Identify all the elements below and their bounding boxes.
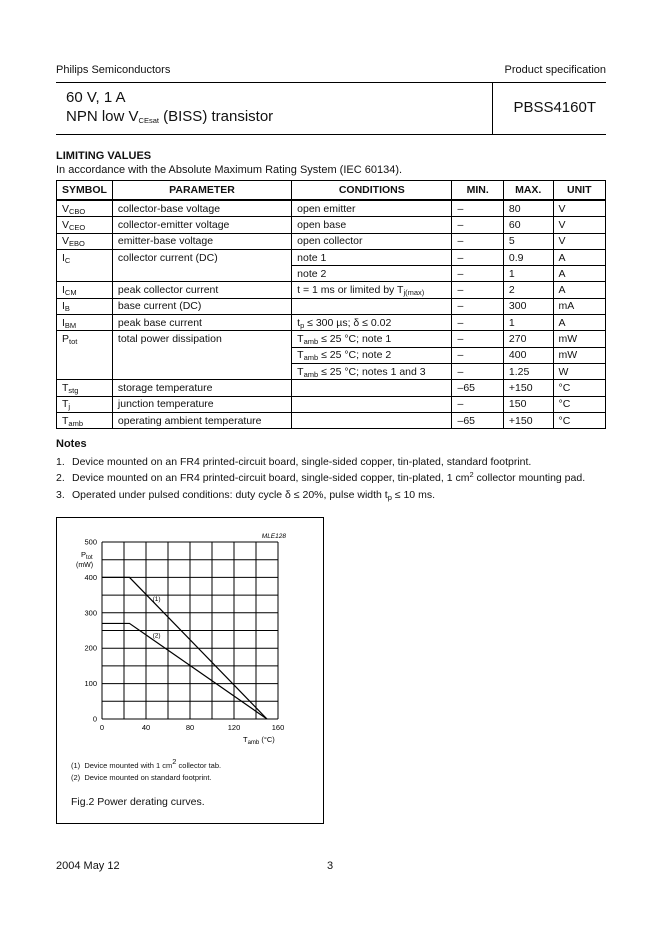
symbol [57,363,113,379]
min-value: – [452,217,503,233]
series-line [102,623,267,719]
min-value: –65 [452,380,503,396]
title-line2: NPN low $V_{CEsat}$ (BISS) transistor [66,108,274,125]
min-value: – [452,298,503,314]
min-value: – [452,347,503,363]
min-value: – [452,315,503,331]
max-value: 60 [503,217,553,233]
symbol: $I_B$ [57,298,113,314]
parameter: collector-base voltage [112,200,291,217]
parameter: emitter-base voltage [112,233,291,249]
col-parameter: PARAMETER [112,181,291,201]
max-value: 0.9 [503,249,553,265]
unit: V [553,200,605,217]
max-value: 1.25 [503,363,553,379]
table-row [57,249,606,265]
col-unit: UNIT [553,181,605,201]
y-axis-unit: (mW) [76,562,94,569]
max-value: 1 [503,315,553,331]
y-tick-label: 300 [84,608,97,618]
max-value: 150 [503,396,553,412]
table-row [57,331,606,347]
power-derating-chart [57,518,323,758]
conditions: $t_p \le 300$ µs; δ ≤ 0.02 [292,315,452,331]
note-item: 1. Device mounted on an FR4 printed-circuit board, single-sided copper, tin-plated, standard footprint. [56,456,532,468]
max-value: 1 [503,266,553,282]
conditions [292,298,452,314]
symbol: $V_{CBO}$ [57,200,113,217]
series-label: (2) [152,632,161,640]
symbol: $I_{CM}$ [57,282,113,298]
col-conditions: CONDITIONS [292,181,452,201]
conditions: $T_{amb} \le 25$ °C; note 1 [292,331,452,347]
note-item: 2. Device mounted on an FR4 printed-circuit board, single-sided copper, tin-plated, 1 $cm^2$ collector mounting pad. [56,470,586,484]
unit: mW [553,331,605,347]
table-row [57,233,606,249]
unit: mW [553,347,605,363]
parameter: junction temperature [112,396,291,412]
max-value: +150 [503,412,553,428]
parameter: base current (DC) [112,298,291,314]
section-heading: LIMITING VALUES [56,150,152,162]
parameter [112,363,291,379]
min-value: – [452,363,503,379]
unit: °C [553,412,605,428]
title-block [56,82,606,135]
x-tick-label: 0 [99,723,105,732]
max-value: 2 [503,282,553,298]
table-row [57,200,606,217]
symbol: $I_{BM}$ [57,315,113,331]
symbol: $T_{stg}$ [57,380,113,396]
conditions: open collector [292,233,452,249]
title-divider [492,82,493,134]
min-value: – [452,233,503,249]
conditions: $T_{amb} \le 25$ °C; notes 1 and 3 [292,363,452,379]
x-axis-label: $T_{amb}$ (°C) [243,735,275,746]
note-item: 3. Operated under pulsed conditions: duty cycle δ ≤ 20%, pulse width $t_p \le 10$ ms. [56,489,435,502]
header-doc-type: Product specification [504,64,606,76]
unit: V [553,217,605,233]
min-value: – [452,266,503,282]
conditions [292,396,452,412]
unit: A [553,282,605,298]
parameter [112,347,291,363]
symbol: $I_C$ [57,249,113,265]
x-tick-label: 120 [227,723,241,732]
table-row [57,217,606,233]
footer-page-number: 3 [327,860,334,872]
table-header-row [57,181,606,201]
table-row [57,298,606,314]
unit: A [553,315,605,331]
symbol: $V_{EBO}$ [57,233,113,249]
conditions: note 1 [292,249,452,265]
footer-date: 2004 May 12 [56,860,120,872]
unit: A [553,249,605,265]
section-subtitle: In accordance with the Absolute Maximum Rating System (IEC 60134). [56,164,403,176]
conditions: open base [292,217,452,233]
table-row [57,347,606,363]
header-company: Philips Semiconductors [56,64,171,76]
unit: W [553,363,605,379]
figure-legend-item: (1) Device mounted with 1 $cm^2$ collector tab. [71,757,222,770]
max-value: 5 [503,233,553,249]
unit: A [553,266,605,282]
y-tick-label: 100 [84,679,97,689]
x-tick-label: 160 [271,723,285,732]
min-value: – [452,282,503,298]
max-value: +150 [503,380,553,396]
table-row [57,363,606,379]
col-symbol: SYMBOL [57,181,113,201]
conditions [292,412,452,428]
figure-box [56,517,324,824]
y-tick-label: 200 [84,643,97,653]
conditions: open emitter [292,200,452,217]
min-value: – [452,200,503,217]
max-value: 270 [503,331,553,347]
y-tick-label: 400 [84,572,97,582]
table-row [57,396,606,412]
min-value: – [452,249,503,265]
parameter: total power dissipation [112,331,291,347]
parameter [112,266,291,282]
parameter: storage temperature [112,380,291,396]
conditions [292,380,452,396]
col-max: MAX. [503,181,553,201]
unit: V [553,233,605,249]
max-value: 300 [503,298,553,314]
table-row [57,315,606,331]
table-row [57,282,606,298]
parameter: operating ambient temperature [112,412,291,428]
table-row [57,412,606,428]
notes-heading: Notes [56,438,87,450]
parameter: peak base current [112,315,291,331]
y-tick-label: 500 [84,537,97,547]
title-line1: 60 V, 1 A [66,89,126,106]
parameter: peak collector current [112,282,291,298]
max-value: 80 [503,200,553,217]
x-tick-label: 80 [185,723,195,732]
conditions: note 2 [292,266,452,282]
figure-caption: Fig.2 Power derating curves. [71,796,205,808]
figure-code: MLE128 [261,533,286,540]
unit: mA [553,298,605,314]
symbol [57,347,113,363]
min-value: – [452,396,503,412]
parameter: collector-emitter voltage [112,217,291,233]
limiting-values-table [56,180,606,429]
x-tick-label: 40 [141,723,151,732]
min-value: – [452,331,503,347]
part-number: PBSS4160T [513,99,596,116]
unit: °C [553,380,605,396]
conditions: t = 1 ms or limited by $T_{j(max)}$ [292,282,452,298]
series-label: (1) [152,596,161,604]
unit: °C [553,396,605,412]
min-value: –65 [452,412,503,428]
symbol: $V_{CEO}$ [57,217,113,233]
symbol: $T_j$ [57,396,113,412]
figure-legend-item: (2) Device mounted on standard footprint. [71,773,212,782]
y-tick-label: 0 [92,714,97,724]
y-axis-label: $P_{tot}$ [81,550,93,561]
max-value: 400 [503,347,553,363]
symbol: $P_{tot}$ [57,331,113,347]
col-min: MIN. [452,181,503,201]
table-row [57,266,606,282]
symbol [57,266,113,282]
symbol: $T_{amb}$ [57,412,113,428]
parameter: collector current (DC) [112,249,291,265]
conditions: $T_{amb} \le 25$ °C; note 2 [292,347,452,363]
table-row [57,380,606,396]
